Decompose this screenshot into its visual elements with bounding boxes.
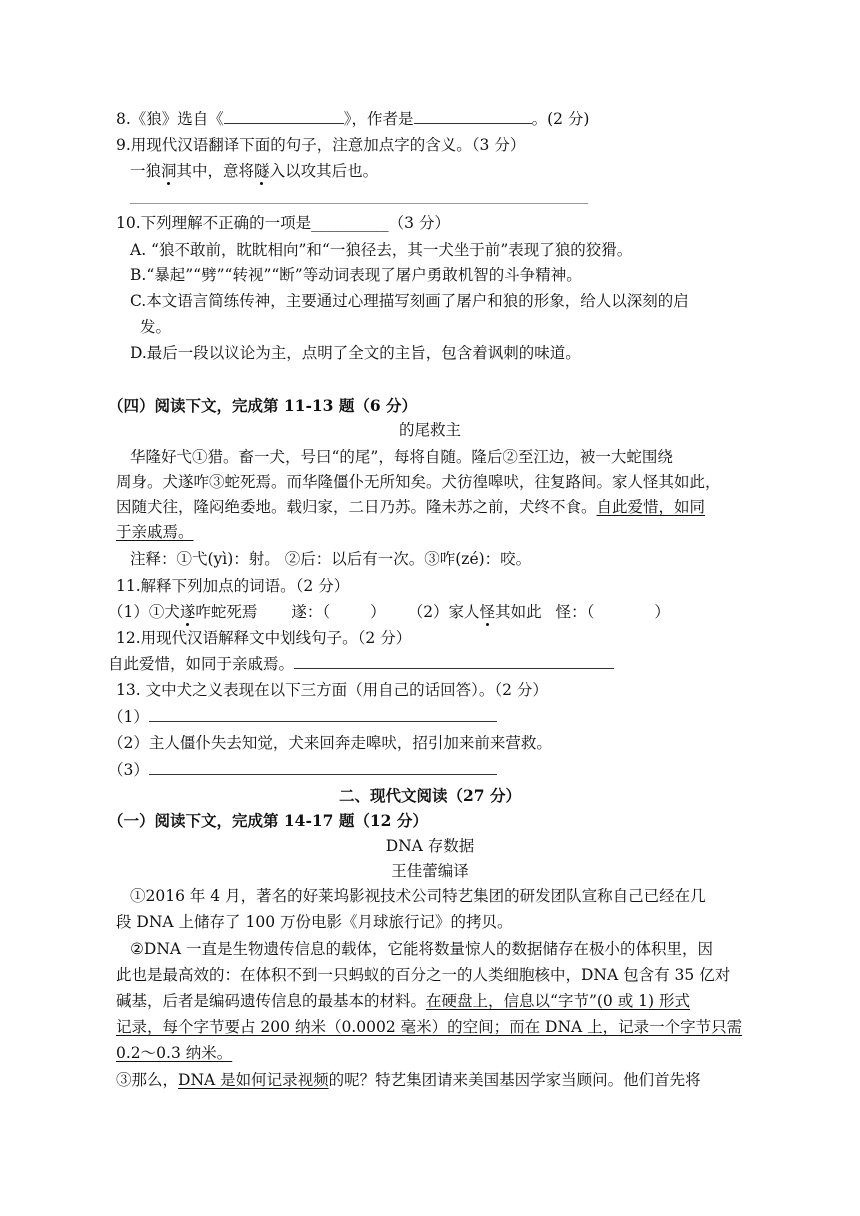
question-9-sentence: 一狼洞其中，意将隧入以攻其后也。 (130, 162, 379, 180)
dotted-char: 怪 (479, 603, 496, 621)
article-line: 段 DNA 上储存了 100 万份电影《月球旅行记》的拷贝。 (116, 913, 513, 931)
underlined-sentence: 在硬盘上，信息以“字节”(0 或 1) 形式 (426, 992, 690, 1010)
passage-line: 周身。犬遂咋③蛇死焉。而华隆僵仆无所知矣。犬彷徨嗥吠，往复路间。家人怪其如此， (116, 473, 721, 491)
question-9-title: 9.用现代汉语翻译下面的句子，注意加点字的含义。（3 分） (116, 136, 526, 154)
dotted-char: 隧 (254, 162, 270, 180)
option-c-cont: 发。 (140, 318, 172, 336)
dotted-char: 洞 (161, 162, 177, 180)
article-line: ①2016 年 4 月，著名的好莱坞影视技术公司特艺集团的研发团队宣称自己已经在几 (130, 887, 706, 905)
question-12-title: 12.用现代汉语解释文中划线句子。（2 分） (116, 629, 412, 647)
article-line (116, 1017, 742, 1037)
answer-line-9[interactable] (130, 203, 588, 204)
underlined-sentence: 记录，每个字节要占 200 纳米（0.0002 毫米）的空间；而在 DNA 上，记录一个字节只需 (116, 1018, 743, 1036)
article-line (116, 1043, 232, 1063)
article-line: ②DNA 一直是生物遗传信息的载体，它能将数量惊人的数据储存在极小的体积里，因 (130, 940, 714, 958)
underlined-sentence: 自此爱惜，如同 (596, 498, 706, 516)
answer-blank[interactable] (149, 760, 497, 775)
annotation: 注释：①弋(yì)：射。 ②后：以后有一次。③咋(zé)：咬。 (130, 550, 532, 568)
underlined-phrase: DNA 是如何记录视频 (178, 1071, 329, 1089)
answer-blank[interactable] (294, 654, 614, 669)
option-b: B.“暴起”“劈”“转视”“断”等动词表现了屠户勇敢机智的斗争精神。 (130, 266, 582, 284)
question-10-title: 10.下列理解不正确的一项是__________（3 分） (116, 214, 450, 232)
answer-blank[interactable] (224, 109, 344, 124)
article-author: 王佳蕾编译 (391, 862, 469, 880)
article-line: ③那么，DNA 是如何记录视频的呢？特艺集团请来美国基因学家当顾问。他们首先将 (116, 1071, 701, 1089)
question-13-title: 13. 文中犬之义表现在以下三方面（用自己的话回答）。（2 分） (116, 681, 548, 699)
answer-blank[interactable] (149, 707, 497, 722)
article-title: DNA 存数据 (385, 837, 475, 855)
modern-1-heading: （一）阅读下文，完成第 14-17 题（12 分） (108, 811, 428, 830)
part-2-heading: 二、现代文阅读（27 分） (339, 786, 521, 805)
passage-line (116, 522, 194, 542)
passage-line: 华隆好弋①猎。畜一犬，号曰“的尾”，每将自随。隆后②至江边，被一大蛇围绕 (130, 448, 673, 466)
question-12-line: 自此爱惜，如同于亲戚焉。 (108, 654, 614, 674)
passage-line: 因随犬往，隆闷绝委地。载归家，二日乃苏。隆未苏之前，犬终不食。自此爱惜，如同 (116, 498, 706, 516)
question-8: 8.《狼》选自《 》，作者是 。(2 分) (116, 110, 590, 128)
option-a: A. “狼不敢前，眈眈相向”和“一狼径去，其一犬坐于前”表现了狼的狡猾。 (130, 241, 633, 259)
article-line: 此也是最高效的：在体积不到一只蚂蚁的百分之一的人类细胞核中，DNA 包含有 35 亿对 (116, 966, 731, 984)
underlined-sentence: 于亲戚焉。 (116, 523, 194, 541)
article-line: 碱基，后者是编码遗传信息的最基本的材料。在硬盘上，信息以“字节”(0 或 1) 形式 (116, 992, 690, 1010)
question-13-item-3: （3） (108, 760, 497, 780)
passage-title: 的尾救主 (398, 421, 461, 439)
dotted-char: 遂 (179, 603, 196, 621)
question-11-title: 11.解释下列加点的词语。（2 分） (116, 577, 350, 595)
answer-blank[interactable] (414, 109, 532, 124)
question-13-item-1: （1） (108, 707, 497, 727)
section-4-heading: （四）阅读下文，完成第 11-13 题（6 分） (108, 396, 418, 415)
question-11-items: （1）①犬遂咋蛇死焉 遂：（ ） （2）家人怪其如此 怪：（ ） (108, 603, 670, 621)
question-13-item-2: （2）主人僵仆失去知觉，犬来回奔走嗥吠，招引加来前来营救。 (108, 734, 552, 752)
option-d: D.最后一段以议论为主，点明了全文的主旨，包含着讽刺的味道。 (130, 344, 581, 362)
underlined-sentence: 0.2～0.3 纳米。 (116, 1044, 233, 1062)
option-c: C.本文语言简练传神，主要通过心理描写刻画了屠户和狼的形象，给人以深刻的启 (130, 292, 689, 310)
